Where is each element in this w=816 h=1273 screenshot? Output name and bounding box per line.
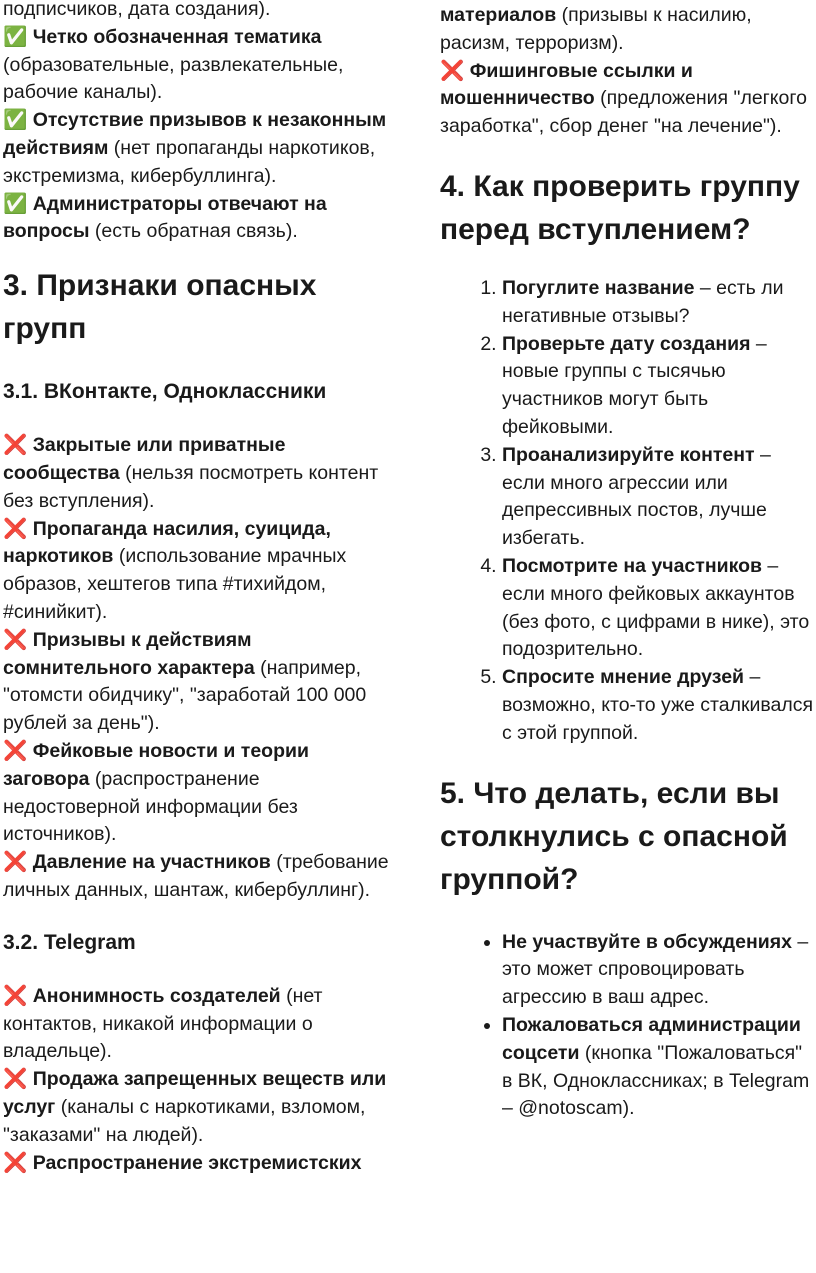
warning-item [3,432,398,515]
warning-item [3,627,398,738]
intro-item [3,107,398,190]
item-text: (нет контактов, никакой информации о владельце). [3,984,323,1063]
item-text: – это может спровоцировать агрессию в ваш адрес. [502,930,809,1009]
list-item [502,664,816,747]
cross-icon: ❌ [3,628,28,651]
item-text: – если много агрессии или депрессивных постов, лучше избегать. [502,443,771,550]
item-bold: Призывы к действиям сомнительного характера [3,628,255,679]
item-text: – есть ли негативные отзывы? [502,276,784,327]
paragraph-text: подписчиков, дата создания). [3,0,271,20]
item-bold: Фейковые новости и теории заговора [3,739,309,790]
section-4-title: 4. Как проверить группу перед вступлением? [440,169,800,246]
intro-item [3,191,398,247]
item-text: – возможно, кто-то уже сталкивался с этой группой. [502,666,814,744]
section-5-list [440,929,816,1124]
item-bold: Пропаганда насилия, суицида, наркотиков [3,517,331,568]
check-icon: ✅ [3,25,28,48]
item-bold: Администраторы отвечают на вопросы [3,192,327,243]
check-icon: ✅ [3,192,28,215]
list-item [502,1012,816,1123]
item-bold: Фишинговые ссылки и мошенничество [440,59,693,110]
item-text: – новые группы с тысячью участников могут быть фейковыми. [502,332,767,438]
item-text: (например, "отомсти обидчику", "заработай 100 000 рублей за день"). [3,656,367,735]
section-5-title: 5. Что делать, если вы столкнулись с опасной группой? [440,776,788,896]
cross-icon: ❌ [3,984,28,1007]
item-text: (призывы к насилию, расизм, терроризм). [440,4,752,54]
sub32-list [3,983,398,1178]
list-item [502,553,816,664]
item-bold: Проверьте дату создания [502,332,751,355]
item-bold: Анонимность создателей [32,984,281,1007]
warning-item [440,58,816,141]
item-bold: Не участвуйте в обсуждениях [502,930,792,953]
right-column [440,0,816,1123]
item-text: (есть обратная связь). [89,220,298,243]
item-bold: Давление на участников [32,851,271,874]
item-bold: Распространение экстремистских [32,1151,362,1174]
warning-item [3,849,398,905]
item-text: (образовательные, развлекательные, рабочие каналы). [3,53,344,104]
item-text: – если много фейковых аккаунтов (без фото, с цифрами в нике), это подозрительно. [502,554,810,661]
item-bold: Закрытые или приватные сообщества [3,434,286,484]
warning-item [3,516,398,627]
item-bold: Проанализируйте контент [502,443,755,466]
item-bold: Спросите мнение друзей [502,666,745,689]
cross-icon: ❌ [3,517,28,540]
cross-icon: ❌ [3,434,28,457]
list-item [502,442,816,553]
cross-icon: ❌ [3,851,28,874]
cross-icon: ❌ [3,1068,28,1091]
cross-icon: ❌ [3,739,28,762]
item-bold: Четко обозначенная тематика [32,25,322,48]
item-text: (распространение недостоверной информации без источников). [3,767,298,846]
section-4-list [440,275,816,748]
item-text: (предложения "легкого заработка", сбор денег "на лечение"). [440,87,807,138]
list-item [502,275,816,331]
cross-icon: ❌ [3,1151,28,1174]
list-item [502,331,816,442]
list-item [502,929,816,1012]
warning-item-continued [440,2,816,58]
item-bold: Посмотрите на участников [502,554,762,577]
item-text: (нет пропаганды наркотиков, экстремизма, кибербуллинга). [3,136,376,187]
intro-item [3,24,398,107]
item-text: (нельзя посмотреть контент без вступления). [3,461,379,512]
item-text: (каналы с наркотиками, взломом, "заказами" на людей). [3,1095,366,1146]
check-icon: ✅ [3,109,28,132]
sub31-list [3,432,398,905]
left-column [3,0,398,1177]
warning-item [3,1150,398,1178]
item-text: (использование мрачных образов, хештегов типа #тихийдом, #синийкит). [3,545,347,623]
cross-icon: ❌ [440,59,465,82]
warning-item [3,983,398,1066]
subsection-3-1-title: 3.1. ВКонтакте, Одноклассники [3,380,327,404]
intro-item [3,0,398,24]
item-bold: Отсутствие призывов к незаконным действиям [3,109,387,159]
warning-item [3,738,398,849]
item-bold: Пожаловаться администрации соцсети [502,1013,801,1064]
warning-item [3,1066,398,1149]
item-bold: материалов [440,4,557,26]
item-bold: Продажа запрещенных веществ или услуг [3,1068,387,1118]
section-3-title: 3. Признаки опасных групп [3,269,317,346]
item-text: (требование личных данных, шантаж, кибербуллинг). [3,851,389,901]
item-text: (кнопка "Пожаловаться" в ВК, Одноклассниках; в Telegram – @notoscam). [502,1041,810,1120]
item-bold: Погуглите название [502,276,695,299]
subsection-3-2-title: 3.2. Telegram [3,930,136,954]
